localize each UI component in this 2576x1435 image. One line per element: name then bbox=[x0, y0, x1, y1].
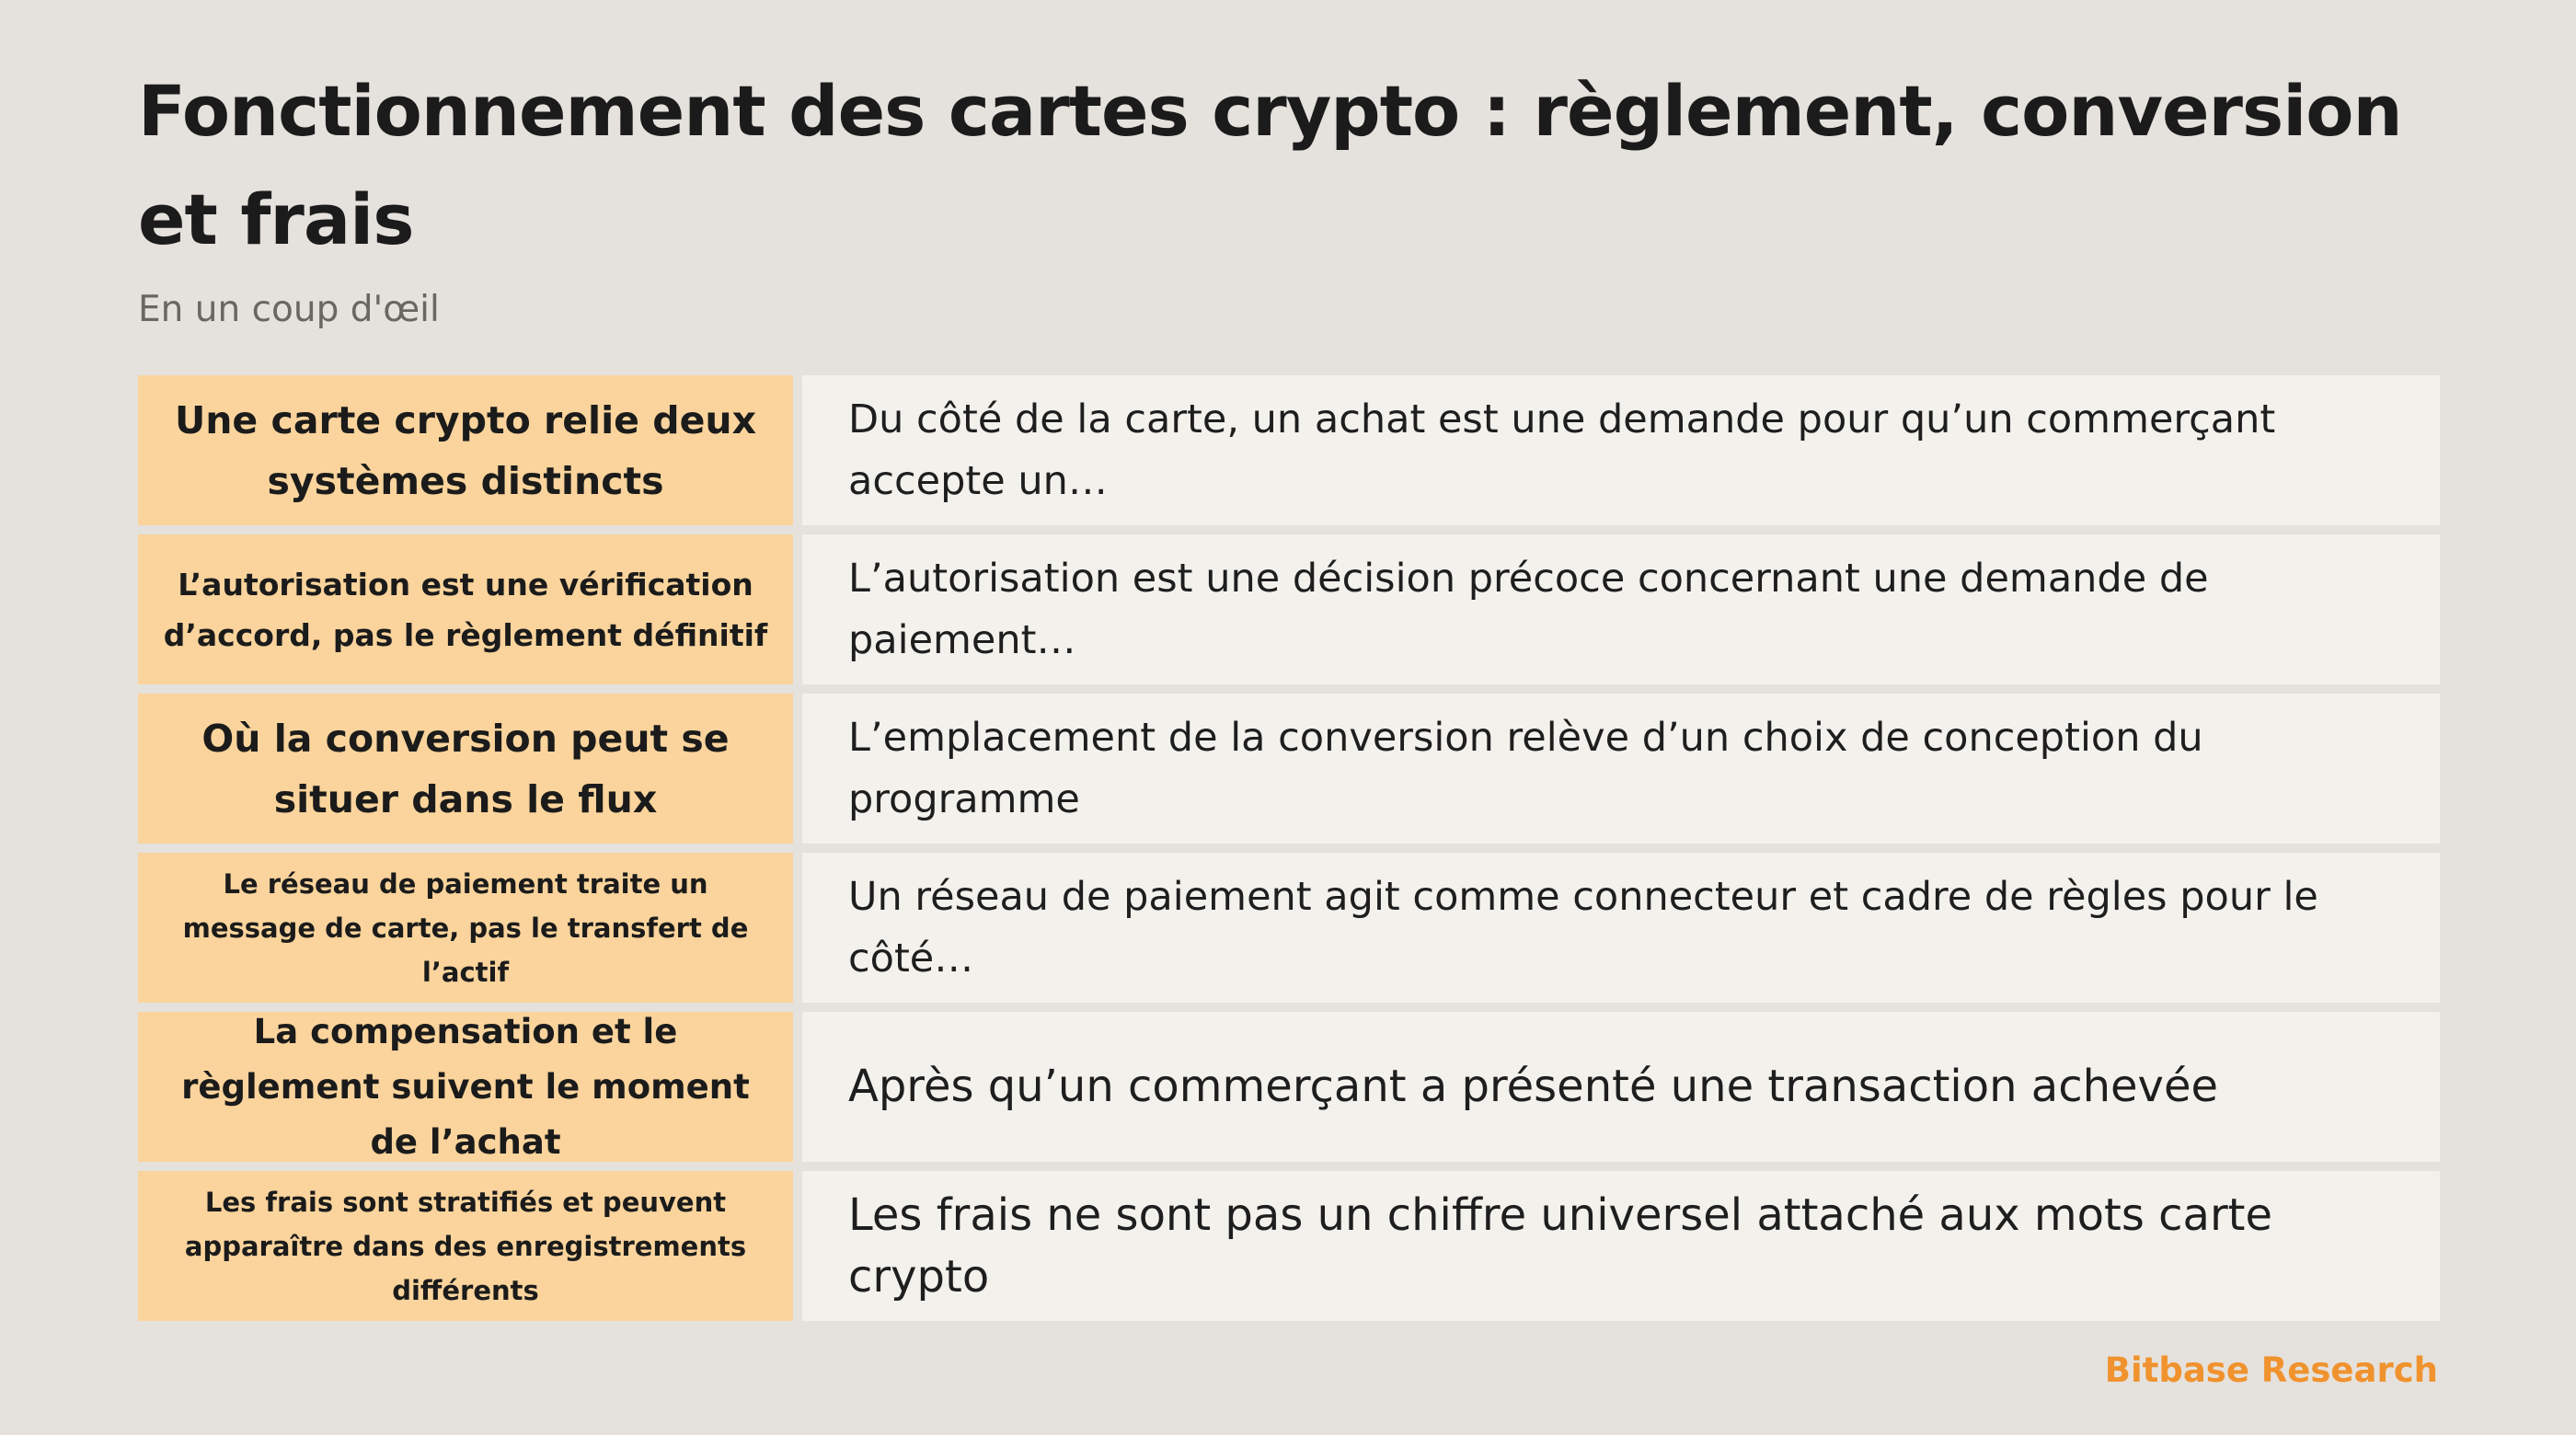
row-description: L’emplacement de la conversion relève d’un choix de conception du programme bbox=[802, 694, 2440, 844]
page-subtitle: En un coup d'œil bbox=[138, 289, 440, 330]
row-heading: Une carte crypto relie deux systèmes distincts bbox=[138, 375, 793, 525]
table-row bbox=[138, 534, 2440, 684]
row-heading: Les frais sont stratifiés et peuvent apparaître dans des enregistrements différents bbox=[138, 1171, 793, 1321]
row-description: Un réseau de paiement agit comme connecteur et cadre de règles pour le côté… bbox=[802, 853, 2440, 1003]
row-description: Après qu’un commerçant a présenté une transaction achevée bbox=[802, 1012, 2440, 1162]
table-row bbox=[138, 1171, 2440, 1321]
row-description: Du côté de la carte, un achat est une demande pour qu’un commerçant accepte un… bbox=[802, 375, 2440, 525]
page-title: Fonctionnement des cartes crypto : règlement, conversion et frais bbox=[138, 70, 2402, 260]
summary-table bbox=[138, 375, 2440, 1330]
row-description: Les frais ne sont pas un chiffre universel attaché aux mots carte crypto bbox=[802, 1171, 2440, 1321]
row-heading: Le réseau de paiement traite un message de carte, pas le transfert de l’actif bbox=[138, 853, 793, 1003]
table-row bbox=[138, 694, 2440, 844]
table-row bbox=[138, 375, 2440, 525]
page-header bbox=[138, 57, 2440, 1306]
row-heading: Où la conversion peut se situer dans le flux bbox=[138, 694, 793, 844]
row-heading: L’autorisation est une vérification d’accord, pas le règlement définitif bbox=[138, 534, 793, 684]
table-row bbox=[138, 853, 2440, 1003]
row-heading: La compensation et le règlement suivent le moment de l’achat bbox=[138, 1012, 793, 1162]
brand-footer: Bitbase Research bbox=[2104, 1350, 2438, 1390]
row-description: L’autorisation est une décision précoce concernant une demande de paiement… bbox=[802, 534, 2440, 684]
table-row bbox=[138, 1012, 2440, 1162]
